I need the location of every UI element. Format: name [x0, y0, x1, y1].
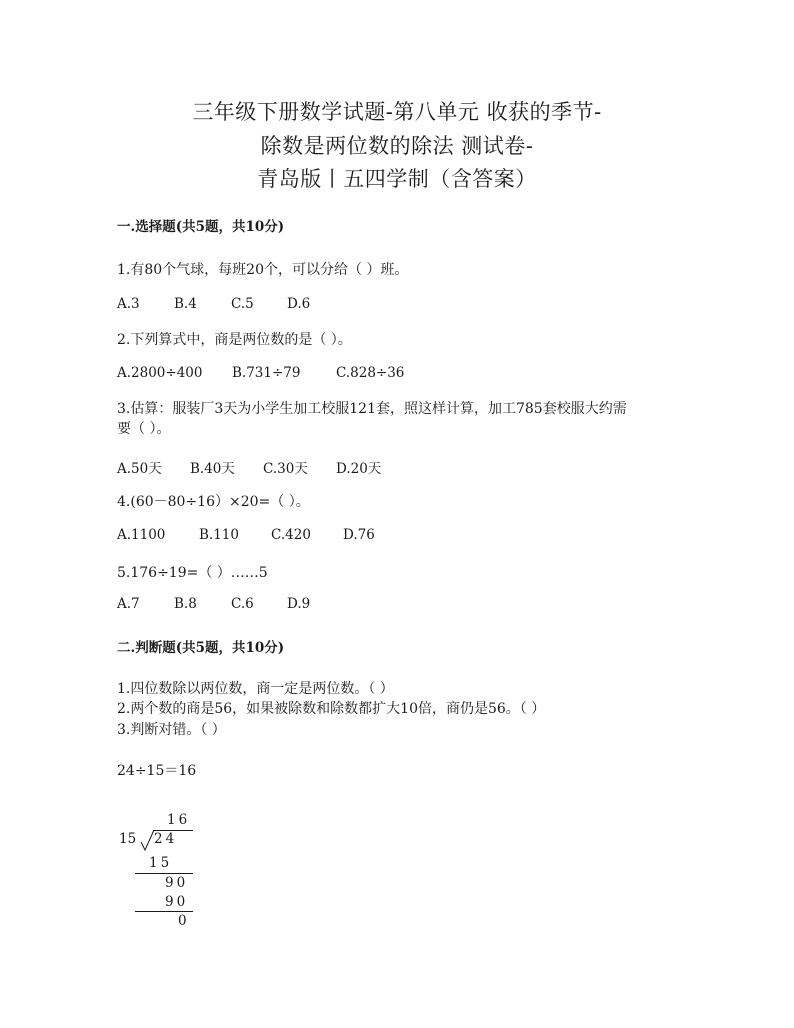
question-5-options — [117, 596, 310, 612]
option: C.5 — [231, 296, 254, 312]
division-dividend: 24 — [154, 831, 178, 847]
section2-heading: 二.判断题(共5题，共10分) — [117, 640, 285, 656]
option: A.50天 — [117, 461, 162, 477]
judge-item-2: 2.两个数的商是56，如果被除数和除数都扩大10倍，商仍是56。（ ） — [117, 701, 546, 717]
doc-title-line1: 三年级下册数学试题-第八单元 收获的季节- — [192, 100, 602, 124]
division-bracket — [139, 829, 155, 851]
option: A.1100 — [117, 527, 166, 543]
option: D.20天 — [336, 461, 382, 477]
equation: 24÷15＝16 — [117, 763, 197, 779]
option: C.6 — [231, 596, 254, 612]
division-line — [135, 911, 193, 912]
option: A.7 — [117, 596, 140, 612]
question-3-options — [117, 457, 381, 477]
option: D.6 — [287, 296, 311, 312]
division-quotient: 16 — [167, 812, 191, 828]
option: B.4 — [174, 296, 197, 312]
division-remainder: 0 — [178, 913, 190, 929]
long-division — [117, 812, 237, 932]
question-1: 1.有80个气球，每班20个，可以分给（ ）班。 — [117, 262, 409, 278]
option: A.2800÷400 — [117, 365, 203, 381]
option: B.110 — [199, 527, 239, 543]
option: D.9 — [287, 596, 311, 612]
option: B.731÷79 — [232, 365, 301, 381]
option: D.76 — [343, 527, 375, 543]
section1-heading: 一.选择题(共5题，共10分) — [117, 219, 285, 235]
question-3-cont: 要（ ）。 — [117, 421, 171, 437]
division-divisor: 15 — [119, 831, 137, 847]
option: C.420 — [271, 527, 311, 543]
option: C.828÷36 — [336, 365, 405, 381]
judge-item-1: 1.四位数除以两位数，商一定是两位数。（ ） — [117, 681, 394, 697]
option: A.3 — [117, 296, 140, 312]
question-2-options — [117, 365, 404, 381]
question-4: 4.(60－80÷16）×20=（ ）。 — [117, 494, 310, 510]
division-step3: 90 — [165, 894, 189, 910]
doc-title-line3: 青岛版丨五四学制（含答案） — [257, 167, 537, 191]
question-5: 5.176÷19=（ ）……5 — [117, 565, 268, 581]
question-3: 3.估算：服装厂3天为小学生加工校服121套，照这样计算，加工785套校服大约需 — [117, 401, 627, 417]
judge-item-3: 3.判断对错。（ ） — [117, 722, 226, 738]
doc-title-line2: 除数是两位数的除法 测试卷- — [260, 134, 534, 158]
question-4-options — [117, 527, 375, 543]
question-2: 2.下列算式中，商是两位数的是（ ）。 — [117, 332, 352, 348]
option: B.8 — [174, 596, 197, 612]
question-1-options — [117, 296, 310, 312]
division-step1: 15 — [149, 855, 173, 871]
division-line — [135, 873, 193, 874]
division-step2: 90 — [165, 875, 189, 891]
option: C.30天 — [263, 461, 308, 477]
option: B.40天 — [190, 461, 235, 477]
